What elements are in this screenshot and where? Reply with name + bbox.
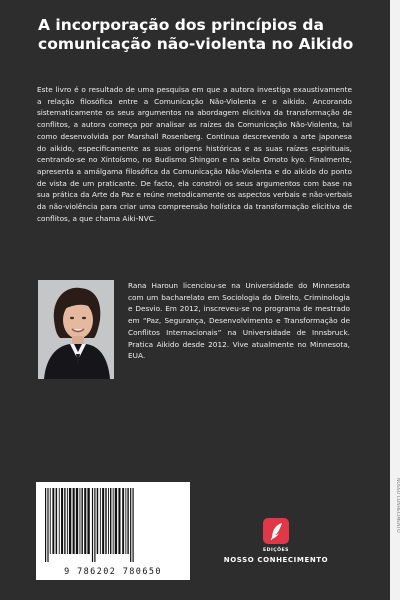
publisher-name: NOSSO CONHECIMENTO: [223, 556, 329, 564]
barcode: [36, 482, 190, 580]
spine: [390, 0, 400, 600]
publisher-block: [222, 518, 330, 564]
isbn-number: 9 786202 780650: [64, 567, 162, 577]
publisher-logo: [263, 518, 289, 544]
publisher-label: EDIÇÕES: [263, 548, 289, 553]
quill-icon: [263, 518, 289, 544]
author-photo: [38, 280, 114, 379]
author-portrait-image: [38, 280, 114, 379]
author-bio: Rana Haroun licenciou-se na Universidade do Minnesota com um bacharelato em Sociologia do Direito, Criminologia e Desvio. Em 2012, inscreveu-se no programa de mestrado em “Paz, Segurança, Desenvolvimento e Transformação de Conflitos Internacionais” na Universidade de Innsbruck. Pratica Aikido desde 2012. Vive atualmente no Minnesota, EUA.: [128, 281, 350, 361]
barcode-bars: [43, 488, 183, 562]
book-title: A incorporação dos princípios da comunicação não-violenta no Aikido: [38, 16, 354, 53]
spine-text: NOSSO CONHECIMENTO: [395, 478, 400, 533]
book-description: Este livro é o resultado de uma pesquisa em que a autora investiga exaustivamente a relação filosófica entre a Comunicação Não-Violenta e o aikido. Ancorando sistematicamente os seus argumentos na abordagem elicitiva da transformação de conflitos, a autora começa por analisar as raízes da Comunicação Não-Violenta, tal como desenvolvida por Marshall Rosenberg. Continua descrevendo a arte japonesa do aikido, especificamente as suas origens históricas e as suas raízes espirituais, centrando-se no Xintoísmo, no Budismo Shingon e na seita Omoto kyo. Finalmente, apresenta a amálgama filosófica da Comunicação Não-Violenta e do aikido do ponto de vista de um praticante. De facto, ela constrói os seus argumentos com base na sua prática da Arte da Paz e reúne metodicamente os aspectos verbais e não-verbais da não-violência para criar uma compreensão holística da transformação elicitiva de conflitos, a que chama Aiki-NVC.: [37, 85, 352, 223]
